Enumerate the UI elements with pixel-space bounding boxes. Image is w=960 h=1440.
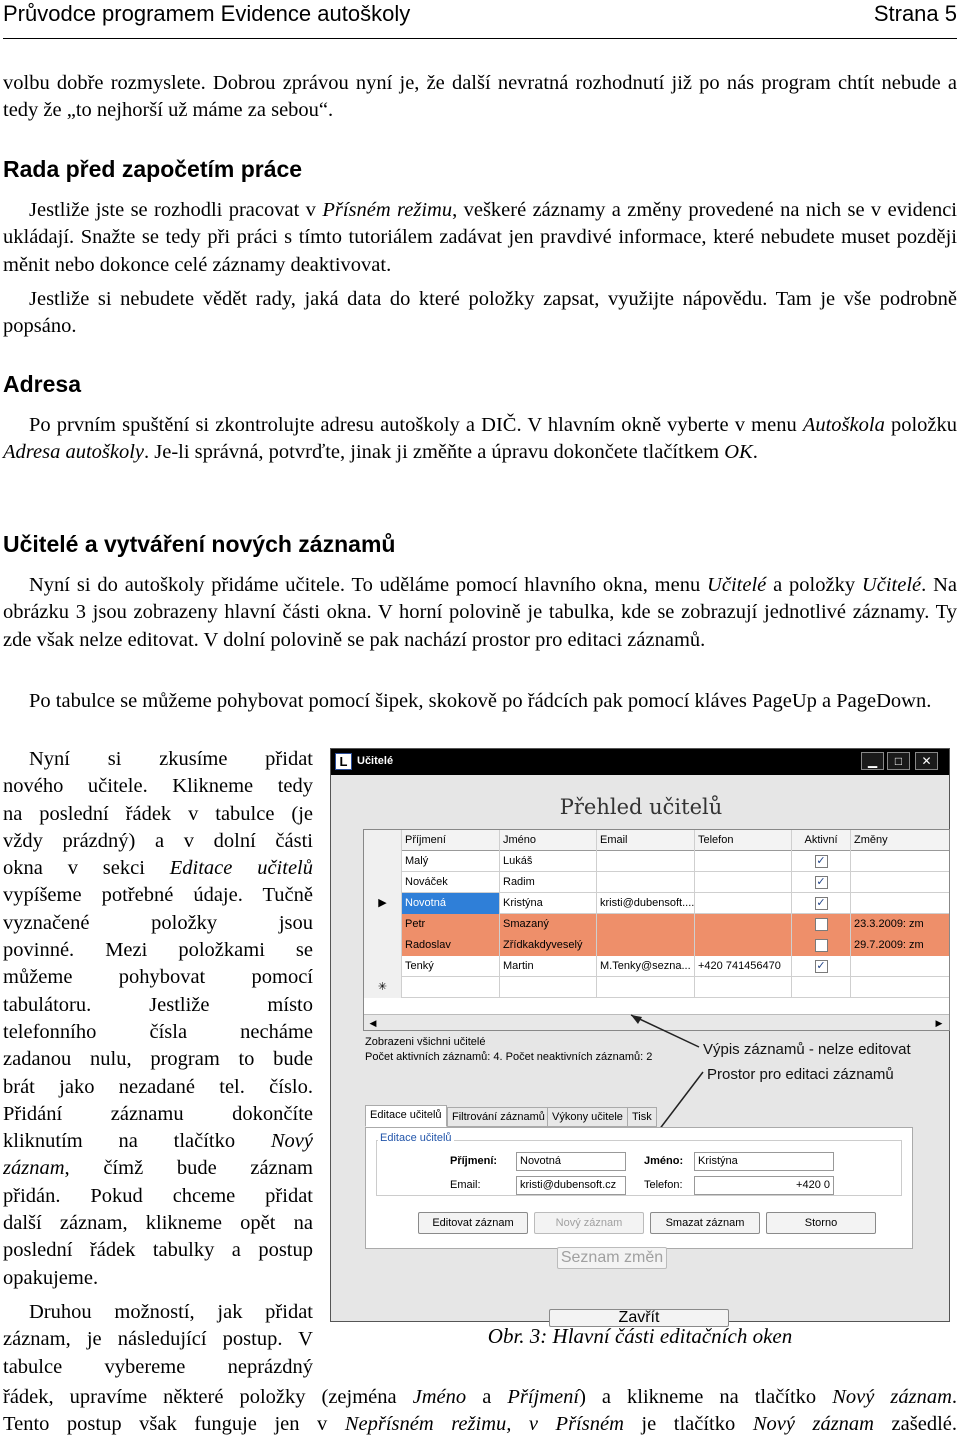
heading-rada: Rada před započetím práce [3, 156, 303, 182]
col-line: opakujeme. [3, 1266, 99, 1289]
scroll-right-icon[interactable]: ▶ [935, 1018, 943, 1028]
col-line: vždy prázdný) a v dolní části [3, 829, 313, 852]
heading-adresa: Adresa [3, 371, 81, 397]
window-titlebar[interactable] [331, 749, 949, 775]
label-lastname: Příjmení: [450, 1155, 498, 1167]
last-line-2: Tento postup však funguje jen v Nepřísném režimu, v Přísném je tlačítko Nový záznam zašedlé. [3, 1413, 957, 1435]
cell-email: M.Tenky@sezna... [597, 956, 695, 977]
status-count: Počet aktivních záznamů: 4. Počet neaktivních záznamů: 2 [365, 1051, 653, 1063]
col-line: Druhou možností, jak přidat [29, 1300, 313, 1323]
col-line: Přidání záznamu dokončíte [3, 1102, 313, 1125]
cell-lastname: Malý [402, 851, 500, 872]
tab-edit[interactable]: Editace učitelů [365, 1105, 447, 1127]
last-line-1: řádek, upravíme některé položky (zejména Jméno a Příjmení) a klikneme na tlačítko Nový záznam. [3, 1386, 957, 1408]
tab-performance[interactable]: Výkony učitele [547, 1107, 628, 1127]
cell-changes: 23.3.2009: zm [851, 914, 950, 935]
page-number: Strana 5 [873, 1, 957, 26]
cell-lastname: Petr [402, 914, 500, 935]
overview-title: Přehled učitelů [559, 795, 723, 819]
tab-filter[interactable]: Filtrování záznamů [447, 1107, 550, 1127]
col-line: poslední řádek tabulky a postup [3, 1239, 313, 1262]
col-line: na poslední řádek v tabulce (je [3, 802, 313, 825]
annotation-list: Výpis záznamů - nelze editovat [703, 1041, 911, 1058]
cancel-button[interactable]: Storno [766, 1212, 876, 1234]
lastname-field[interactable]: Novotná [516, 1152, 626, 1171]
col-line: záznam, je následující postup. V [3, 1328, 313, 1351]
col-line: nového učitele. Klikneme tedy [3, 775, 313, 798]
col-line: můžeme pohybovat pomocí [3, 966, 313, 989]
cell-lastname: Radoslav [402, 935, 500, 956]
document-title: Průvodce programem Evidence autoškoly [3, 1, 411, 26]
label-phone: Telefon: [644, 1179, 683, 1191]
minimize-icon[interactable]: ▁ [861, 752, 884, 770]
phone-field[interactable]: +420 0 [694, 1176, 834, 1195]
col-line: povinné. Mezi položkami se [3, 939, 313, 962]
arrow-head-table [631, 1015, 642, 1024]
edit-legend: Editace učitelů [380, 1132, 452, 1144]
row-marker: ✳ [364, 977, 402, 998]
firstname-field[interactable]: Kristýna [694, 1152, 834, 1171]
adresa-paragraph: Po prvním spuštění si zkontrolujte adresu autoškoly a DIČ. V hlavním okně vyberte v menu Autoškola položku Adresa autoškoly. Je-li správná, potvrďte, jinak ji změňte a úpravu dokončete tlačítkem OK. [3, 414, 958, 464]
label-email: Email: [450, 1179, 481, 1191]
tab-print[interactable]: Tisk [627, 1107, 657, 1127]
cell-phone: +420 741456470 [695, 956, 792, 977]
narrow-column-text [3, 746, 313, 1381]
cell-lastname: Tenký [402, 956, 500, 977]
active-checkbox[interactable]: ✓ [816, 959, 826, 972]
col-header-lastname[interactable]: Příjmení [402, 830, 500, 851]
rada-paragraph-1: Jestliže jste se rozhodli pracovat v Přísném režimu, veškeré záznamy a změny provedené na nich se v evidenci ukládají. Snažte se tedy při práci s tímto tutoriálem zadávat jen pravdivé informace, které nebudete muset později měnit nebo dokonce celé záznamy deaktivovat. [3, 199, 958, 276]
intro-paragraph [3, 70, 957, 125]
teachers-window [330, 748, 950, 1326]
col-line: zadanou nulu, program to bude [3, 1048, 313, 1071]
cell-firstname: Martin [500, 956, 597, 977]
col-line: vypíšeme potřebné údaje. Tučně [3, 884, 313, 907]
new-record-button[interactable]: Nový záznam [534, 1212, 644, 1234]
window-title: Učitelé [357, 755, 394, 767]
cell-firstname: Smazaný [500, 914, 597, 935]
col-line: přidán. Pokud chceme přidat [3, 1184, 313, 1207]
ucitele-paragraph-1: Nyní si do autoškoly přidáme učitele. To uděláme pomocí hlavního okna, menu Učitelé a položky Učitelé. Na obrázku 3 jsou zobrazeny hlavní části okna. V horní polovině je tabulka, kde se zobrazují jednotlivé záznamy. Ty zde však nelze editovat. V dolní polovině se pak nachází prostor pro editaci záznamů. [3, 574, 957, 651]
col-header-firstname[interactable]: Jméno [500, 830, 597, 851]
col-line: vyznačené položky jsou [3, 911, 313, 934]
col-header-phone[interactable]: Telefon [695, 830, 792, 851]
delete-record-button[interactable]: Smazat záznam [650, 1212, 760, 1234]
ucitele-paragraph-2: Po tabulce se můžeme pohybovat pomocí šipek, skokově po řádcích pak pomocí kláves PageUp a PageDown. [29, 690, 932, 712]
col-header-active[interactable]: Aktivní [792, 830, 851, 851]
edit-record-button[interactable]: Editovat záznam [418, 1212, 528, 1234]
col-line: telefonního čísla necháme [3, 1020, 313, 1043]
col-line: tabulátoru. Jestliže místo [3, 993, 313, 1016]
col-line: další záznam, klikneme opět na [3, 1212, 313, 1235]
cell-firstname: Radim [500, 872, 597, 893]
col-line: okna v sekci Editace učitelů [3, 857, 313, 880]
cell-firstname: Lukáš [500, 851, 597, 872]
cell-firstname: Kristýna [500, 893, 597, 914]
figure-caption: Obr. 3: Hlavní části editačních oken [487, 1324, 793, 1348]
intro-line-2: chtít nebude a tedy že „to nejhorší už máme za sebou“. [3, 72, 958, 122]
col-header-changes[interactable]: Změny [854, 834, 888, 846]
change-history-button[interactable]: Seznam změn [557, 1247, 667, 1269]
rada-paragraph-2: Jestliže si nebudete vědět rady, jaká data do které položky zapsat, využijte nápovědu. Tam je vše podrobně popsáno. [3, 288, 957, 338]
col-line: Nyní si zkusíme přidat [29, 748, 313, 770]
col-line: kliknutím na tlačítko Nový [3, 1130, 313, 1153]
col-line: záznam, čímž bude záznam [3, 1157, 313, 1180]
active-checkbox[interactable]: ✓ [816, 875, 826, 888]
close-button[interactable]: Zavřít [549, 1309, 729, 1327]
active-checkbox[interactable]: ✓ [816, 896, 826, 909]
active-checkbox[interactable]: ✓ [816, 854, 826, 867]
heading-ucitele: Učitelé a vytváření nových záznamů [3, 531, 396, 557]
close-icon[interactable]: ✕ [915, 752, 938, 770]
col-line: tabulce vybereme neprázdný [3, 1355, 313, 1378]
arrow-to-table [631, 1015, 699, 1047]
window-content [331, 775, 949, 1326]
col-line: brát jako nezadané tel. číslo. [3, 1075, 313, 1098]
cell-lastname: Novotná [402, 893, 500, 914]
col-header-email[interactable]: Email [597, 830, 695, 851]
cell-firstname: Zřídkakdyveselý [500, 935, 597, 956]
page-header [3, 0, 957, 39]
label-firstname: Jméno: [644, 1155, 684, 1167]
edit-panel [365, 1127, 913, 1249]
row-marker: ▶ [364, 893, 402, 914]
cell-email: kristi@dubensoft.... [597, 893, 695, 914]
app-logo-icon: L [335, 753, 352, 770]
intro-line-1: volbu dobře rozmyslete. Dobrou zprávou nyní je, že další nevratná rozhodnutí již po nás program [3, 72, 831, 94]
email-field[interactable]: kristi@dubensoft.cz [516, 1176, 626, 1195]
status-filter: Zobrazeni všichni učitelé [365, 1036, 486, 1048]
cell-changes: 29.7.2009: zm [851, 935, 950, 956]
scroll-left-icon[interactable]: ◀ [369, 1018, 377, 1028]
annotation-edit: Prostor pro editaci záznamů [707, 1066, 894, 1083]
cell-lastname: Nováček [402, 872, 500, 893]
maximize-icon[interactable]: □ [887, 752, 910, 770]
